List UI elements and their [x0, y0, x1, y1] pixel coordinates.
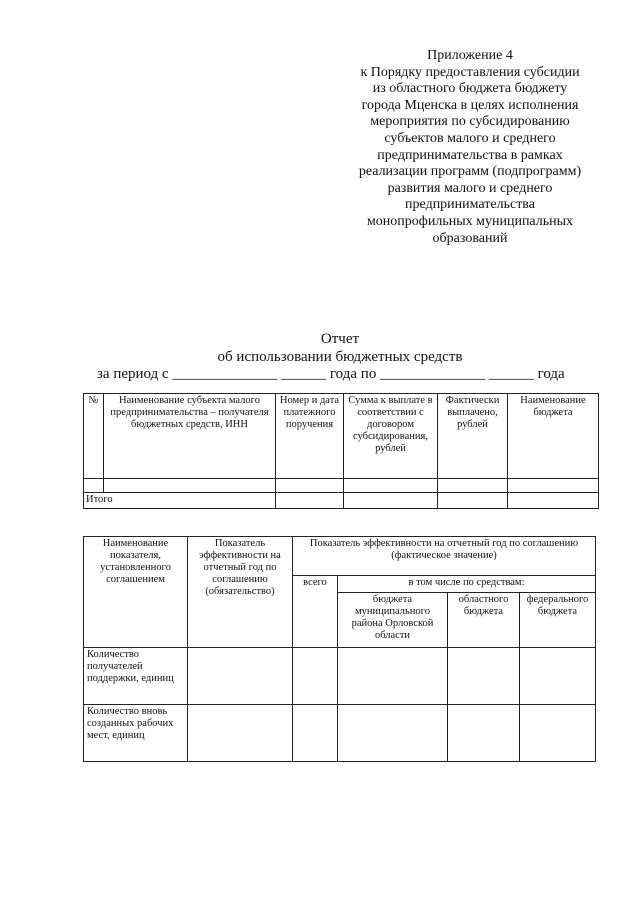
- period-start-field[interactable]: ______________ ______: [172, 366, 327, 382]
- table-cell[interactable]: [276, 479, 344, 493]
- appendix-line: субъектов малого и среднего: [384, 130, 556, 146]
- appendix-line: реализации программ (подпрограмм): [358, 164, 582, 180]
- table-cell[interactable]: [293, 648, 338, 705]
- indicator-name-header: Наименование показателя, установленного соглашением: [84, 537, 188, 648]
- report-title: Отчет: [320, 331, 360, 347]
- table-cell[interactable]: [338, 705, 448, 762]
- table-cell[interactable]: [344, 479, 438, 493]
- appendix-line: из областного бюджета бюджету: [372, 81, 568, 97]
- period-line: [97, 365, 607, 383]
- period-middle: года по: [329, 366, 377, 382]
- efficiency-table: [83, 536, 596, 762]
- table-cell[interactable]: [293, 705, 338, 762]
- municipal-budget-header: бюджета муниципального района Орловской области: [338, 593, 448, 648]
- row-label: Количество вновь созданных рабочих мест, единиц: [84, 705, 188, 762]
- appendix-block: [320, 48, 620, 247]
- report-heading: [80, 330, 600, 366]
- table-cell[interactable]: [344, 493, 438, 509]
- table-row: [84, 648, 596, 705]
- appendix-line: города Мценска в целях исполнения: [361, 97, 579, 113]
- table-cell[interactable]: [448, 705, 520, 762]
- table-header-row: [84, 394, 599, 479]
- table-cell[interactable]: [520, 648, 596, 705]
- table-row: [84, 705, 596, 762]
- total-label: Итого: [84, 493, 276, 509]
- appendix-line: мероприятия по субсидированию: [370, 114, 570, 130]
- period-end-field[interactable]: ______________ ______: [380, 366, 534, 382]
- regional-budget-header: областного бюджета: [448, 593, 520, 648]
- table-cell[interactable]: [188, 705, 293, 762]
- col-amount-header: Сумма к выплате в соответствии с договором субсидирования, рублей: [344, 394, 438, 479]
- appendix-line: образований: [432, 230, 508, 246]
- report-subtitle: об использовании бюджетных средств: [217, 349, 463, 365]
- table-cell[interactable]: [448, 648, 520, 705]
- table-cell[interactable]: [188, 648, 293, 705]
- table-header-row: [84, 537, 596, 576]
- appendix-line: Приложение 4: [427, 48, 513, 63]
- table-cell[interactable]: [104, 479, 276, 493]
- row-label: Количество получателей поддержки, единиц: [84, 648, 188, 705]
- table-cell[interactable]: [338, 648, 448, 705]
- appendix-line: предпринимательства в рамках: [377, 147, 563, 163]
- col-payment-order-header: Номер и дата платежного поручения: [276, 394, 344, 479]
- table-cell[interactable]: [508, 493, 599, 509]
- table-cell[interactable]: [84, 479, 104, 493]
- payments-table: [83, 393, 599, 509]
- by-source-header: в том числе по средствам:: [338, 576, 596, 593]
- appendix-line: предпринимательства: [405, 197, 535, 213]
- table-cell[interactable]: [438, 479, 508, 493]
- table-row: [84, 479, 599, 493]
- col-number-header: №: [84, 394, 104, 479]
- period-prefix: за период с: [97, 366, 169, 382]
- actual-value-header: Показатель эффективности на отчетный год по соглашению (фактическое значение): [293, 537, 596, 576]
- table-cell[interactable]: [520, 705, 596, 762]
- appendix-line: к Порядку предоставления субсидии: [360, 64, 580, 80]
- col-budget-header: Наименование бюджета: [508, 394, 599, 479]
- table-cell[interactable]: [438, 493, 508, 509]
- period-suffix: года: [537, 366, 565, 382]
- col-paid-header: Фактически выплачено, рублей: [438, 394, 508, 479]
- appendix-line: монопрофильных муниципальных: [366, 213, 574, 229]
- table-cell[interactable]: [508, 479, 599, 493]
- total-row: [84, 493, 599, 509]
- total-header: всего: [293, 576, 338, 648]
- col-recipient-header: Наименование субъекта малого предпринимательства – получателя бюджетных средств, ИНН: [104, 394, 276, 479]
- appendix-line: развития малого и среднего: [387, 180, 553, 196]
- target-value-header: Показатель эффективности на отчетный год по соглашению (обязательство): [188, 537, 293, 648]
- federal-budget-header: федерального бюджета: [520, 593, 596, 648]
- table-cell[interactable]: [276, 493, 344, 509]
